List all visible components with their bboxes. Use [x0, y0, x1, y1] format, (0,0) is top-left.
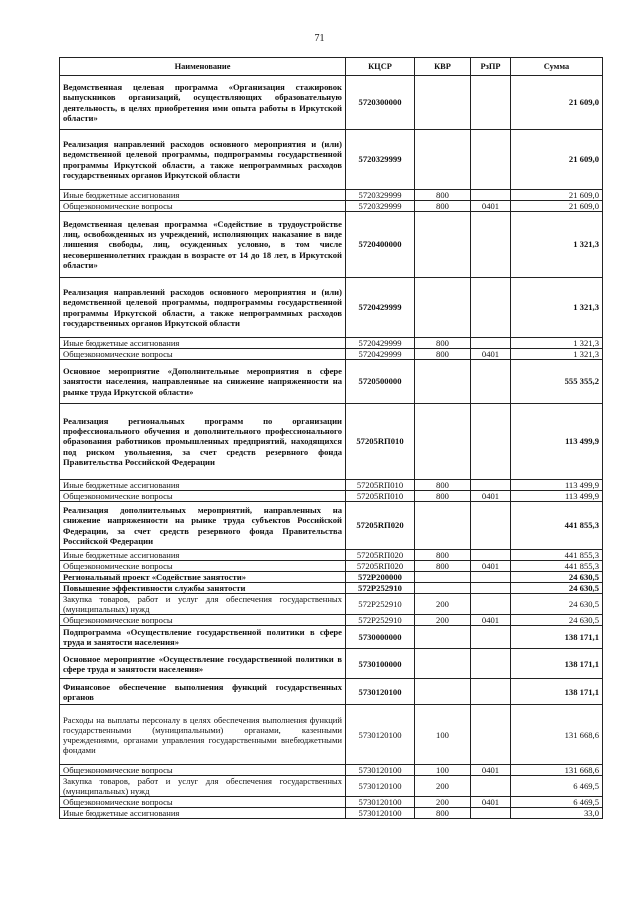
- row-name: Ведомственная целевая программа «Содействие в трудоустройстве лиц, освобожденных из учреждений, исполняющих наказание в виде лишения свободы, лиц, осужденных условно, в том числе несовершеннолетних граждан в возрасте от 14 до 18 лет, в Иркутской области»: [60, 212, 346, 278]
- row-name: Иные бюджетные ассигнования: [60, 338, 346, 349]
- row-name: Иные бюджетные ассигнования: [60, 480, 346, 491]
- row-sum: 441 855,3: [511, 550, 603, 561]
- table-row: [60, 480, 603, 491]
- row-kcsr: 5730120100: [346, 765, 415, 776]
- row-kvr: 800: [415, 338, 471, 349]
- row-sum: 1 321,3: [511, 338, 603, 349]
- table-row: [60, 360, 603, 404]
- row-kvr: 800: [415, 550, 471, 561]
- row-kcsr: 57205RП020: [346, 561, 415, 572]
- row-kcsr: 5720429999: [346, 349, 415, 360]
- row-sum: 21 609,0: [511, 130, 603, 190]
- row-kcsr: 5730120100: [346, 797, 415, 808]
- column-header-kvr: КВР: [415, 58, 471, 76]
- page-number: 71: [314, 33, 325, 44]
- row-kvr: [415, 404, 471, 480]
- table-row: [60, 201, 603, 212]
- row-rzpr: [471, 550, 511, 561]
- column-header-sum: Сумма: [511, 58, 603, 76]
- row-kvr: 800: [415, 491, 471, 502]
- row-kvr: 800: [415, 561, 471, 572]
- row-name: Общеэкономические вопросы: [60, 615, 346, 626]
- row-kcsr: 5720429999: [346, 278, 415, 338]
- table-row: [60, 212, 603, 278]
- row-kcsr: 5730100000: [346, 649, 415, 679]
- row-rzpr: [471, 404, 511, 480]
- row-name: Иные бюджетные ассигнования: [60, 550, 346, 561]
- table-row: [60, 797, 603, 808]
- column-header-name: Наименование: [60, 58, 346, 76]
- row-kcsr: 5730120100: [346, 776, 415, 797]
- row-sum: 555 355,2: [511, 360, 603, 404]
- row-kvr: 800: [415, 808, 471, 819]
- row-kcsr: 5730000000: [346, 626, 415, 649]
- row-rzpr: 0401: [471, 349, 511, 360]
- row-name: Общеэкономические вопросы: [60, 765, 346, 776]
- row-sum: 21 609,0: [511, 76, 603, 130]
- row-rzpr: [471, 572, 511, 583]
- table-row: [60, 705, 603, 765]
- table-row: [60, 776, 603, 797]
- table-row: [60, 594, 603, 615]
- row-kvr: 200: [415, 594, 471, 615]
- row-sum: 1 321,3: [511, 349, 603, 360]
- row-kcsr: 57205RП010: [346, 480, 415, 491]
- row-name: Основное мероприятие «Дополнительные мероприятия в сфере занятости населения, направленные на снижение напряженности на рынке труда Иркутской области»: [60, 360, 346, 404]
- row-name: Закупка товаров, работ и услуг для обеспечения государственных (муниципальных) нужд: [60, 594, 346, 615]
- table-row: [60, 550, 603, 561]
- table-row: [60, 491, 603, 502]
- table-row: [60, 349, 603, 360]
- row-rzpr: 0401: [471, 615, 511, 626]
- row-kcsr: 57205RП020: [346, 550, 415, 561]
- budget-table: [59, 57, 603, 819]
- row-kvr: 200: [415, 776, 471, 797]
- row-sum: 441 855,3: [511, 561, 603, 572]
- row-kvr: 200: [415, 615, 471, 626]
- row-kcsr: 5720329999: [346, 201, 415, 212]
- row-rzpr: [471, 679, 511, 705]
- table-row: [60, 615, 603, 626]
- row-rzpr: [471, 583, 511, 594]
- row-kvr: [415, 626, 471, 649]
- row-name: Ведомственная целевая программа «Организация стажировок выпускников организаций, осуществляющих образовательную деятельность, в целях приобретения ими опыта работы в Иркутской области»: [60, 76, 346, 130]
- row-sum: 131 668,6: [511, 765, 603, 776]
- row-kcsr: 5720329999: [346, 130, 415, 190]
- row-sum: 24 630,5: [511, 583, 603, 594]
- row-kcsr: 57205RП020: [346, 502, 415, 550]
- row-sum: 24 630,5: [511, 615, 603, 626]
- row-rzpr: [471, 594, 511, 615]
- row-kvr: [415, 502, 471, 550]
- column-header-rzpr: РзПР: [471, 58, 511, 76]
- table-row: [60, 338, 603, 349]
- row-sum: 113 499,9: [511, 491, 603, 502]
- row-kvr: 800: [415, 201, 471, 212]
- table-row: [60, 130, 603, 190]
- row-rzpr: 0401: [471, 797, 511, 808]
- table-row: [60, 808, 603, 819]
- row-rzpr: [471, 76, 511, 130]
- row-name: Реализация дополнительных мероприятий, направленных на снижение напряженности на рынке труда субъектов Российской Федерации, за счет средств резервного фонда Правительства Российской Федерации: [60, 502, 346, 550]
- row-kcsr: 57205RП010: [346, 491, 415, 502]
- row-name: Расходы на выплаты персоналу в целях обеспечения выполнения функций государственными (муниципальными) органами, казенными учреждениями, органами управления государственными внебюджетными фондами: [60, 705, 346, 765]
- row-kcsr: 572P252910: [346, 583, 415, 594]
- row-name: Реализация направлений расходов основного мероприятия и (или) ведомственной целевой программы, подпрограммы государственной программы Иркутской области, а также непрограммных расходов государственных органов Иркутской области: [60, 130, 346, 190]
- row-sum: 6 469,5: [511, 797, 603, 808]
- row-sum: 138 171,1: [511, 649, 603, 679]
- row-sum: 131 668,6: [511, 705, 603, 765]
- row-sum: 21 609,0: [511, 201, 603, 212]
- row-rzpr: [471, 130, 511, 190]
- row-name: Общеэкономические вопросы: [60, 349, 346, 360]
- table-row: [60, 583, 603, 594]
- row-sum: 21 609,0: [511, 190, 603, 201]
- row-rzpr: [471, 278, 511, 338]
- row-kvr: [415, 583, 471, 594]
- row-kvr: 100: [415, 705, 471, 765]
- row-rzpr: [471, 626, 511, 649]
- row-name: Подпрограмма «Осуществление государственной политики в сфере труда и занятости населения»: [60, 626, 346, 649]
- row-rzpr: [471, 808, 511, 819]
- row-sum: 138 171,1: [511, 626, 603, 649]
- row-sum: 1 321,3: [511, 212, 603, 278]
- row-kcsr: 5730120100: [346, 705, 415, 765]
- row-kcsr: 57205RП010: [346, 404, 415, 480]
- row-rzpr: 0401: [471, 765, 511, 776]
- row-kvr: [415, 360, 471, 404]
- row-rzpr: [471, 649, 511, 679]
- row-name: Общеэкономические вопросы: [60, 797, 346, 808]
- row-kvr: [415, 76, 471, 130]
- row-rzpr: [471, 338, 511, 349]
- row-rzpr: [471, 502, 511, 550]
- row-kvr: [415, 679, 471, 705]
- row-rzpr: [471, 360, 511, 404]
- row-name: Повышение эффективности службы занятости: [60, 583, 346, 594]
- row-kcsr: 572P252910: [346, 594, 415, 615]
- row-name: Финансовое обеспечение выполнения функций государственных органов: [60, 679, 346, 705]
- column-header-kcsr: КЦСР: [346, 58, 415, 76]
- table-row: [60, 404, 603, 480]
- row-kvr: [415, 649, 471, 679]
- row-kvr: 800: [415, 190, 471, 201]
- row-rzpr: 0401: [471, 201, 511, 212]
- row-kcsr: 5730120100: [346, 808, 415, 819]
- row-kvr: 800: [415, 480, 471, 491]
- table-row: [60, 278, 603, 338]
- row-name: Общеэкономические вопросы: [60, 491, 346, 502]
- row-kcsr: 5720300000: [346, 76, 415, 130]
- row-kcsr: 5720500000: [346, 360, 415, 404]
- row-sum: 24 630,5: [511, 594, 603, 615]
- row-kvr: [415, 130, 471, 190]
- row-kcsr: 5720400000: [346, 212, 415, 278]
- row-name: Общеэкономические вопросы: [60, 561, 346, 572]
- row-sum: 113 499,9: [511, 404, 603, 480]
- row-kcsr: 572P200000: [346, 572, 415, 583]
- row-rzpr: [471, 480, 511, 491]
- table-row: [60, 76, 603, 130]
- row-name: Общеэкономические вопросы: [60, 201, 346, 212]
- row-sum: 6 469,5: [511, 776, 603, 797]
- row-name: Реализация региональных программ по организации профессионального обучения и дополнительного профессионального образования работников промышленных предприятий, находящихся под риском увольнения, за счет средств резервного фонда Правительства Российской Федерации: [60, 404, 346, 480]
- table-row: [60, 572, 603, 583]
- row-name: Закупка товаров, работ и услуг для обеспечения государственных (муниципальных) нужд: [60, 776, 346, 797]
- row-sum: 33,0: [511, 808, 603, 819]
- row-rzpr: [471, 190, 511, 201]
- row-name: Реализация направлений расходов основного мероприятия и (или) ведомственной целевой программы, подпрограммы государственной программы Иркутской области, а также непрограммных расходов государственных органов Иркутской области: [60, 278, 346, 338]
- row-rzpr: [471, 212, 511, 278]
- row-rzpr: [471, 776, 511, 797]
- row-kcsr: 5720429999: [346, 338, 415, 349]
- row-rzpr: 0401: [471, 561, 511, 572]
- row-kvr: 100: [415, 765, 471, 776]
- row-kcsr: 572P252910: [346, 615, 415, 626]
- row-kcsr: 5720329999: [346, 190, 415, 201]
- row-sum: 138 171,1: [511, 679, 603, 705]
- table-row: [60, 561, 603, 572]
- row-name: Иные бюджетные ассигнования: [60, 808, 346, 819]
- row-sum: 441 855,3: [511, 502, 603, 550]
- table-row: [60, 190, 603, 201]
- row-kvr: [415, 572, 471, 583]
- table-body: [60, 76, 603, 819]
- table-row: [60, 679, 603, 705]
- row-kvr: 800: [415, 349, 471, 360]
- table-row: [60, 502, 603, 550]
- row-name: Основное мероприятие «Осуществление государственной политики в сфере труда и занятости населения»: [60, 649, 346, 679]
- row-sum: 113 499,9: [511, 480, 603, 491]
- table-row: [60, 626, 603, 649]
- row-rzpr: 0401: [471, 491, 511, 502]
- row-rzpr: [471, 705, 511, 765]
- row-name: Иные бюджетные ассигнования: [60, 190, 346, 201]
- row-kvr: [415, 212, 471, 278]
- row-sum: 24 630,5: [511, 572, 603, 583]
- row-sum: 1 321,3: [511, 278, 603, 338]
- table-row: [60, 765, 603, 776]
- row-name: Региональный проект «Содействие занятости»: [60, 572, 346, 583]
- row-kvr: [415, 278, 471, 338]
- table-row: [60, 649, 603, 679]
- row-kcsr: 5730120100: [346, 679, 415, 705]
- row-kvr: 200: [415, 797, 471, 808]
- table-header-row: [60, 58, 603, 76]
